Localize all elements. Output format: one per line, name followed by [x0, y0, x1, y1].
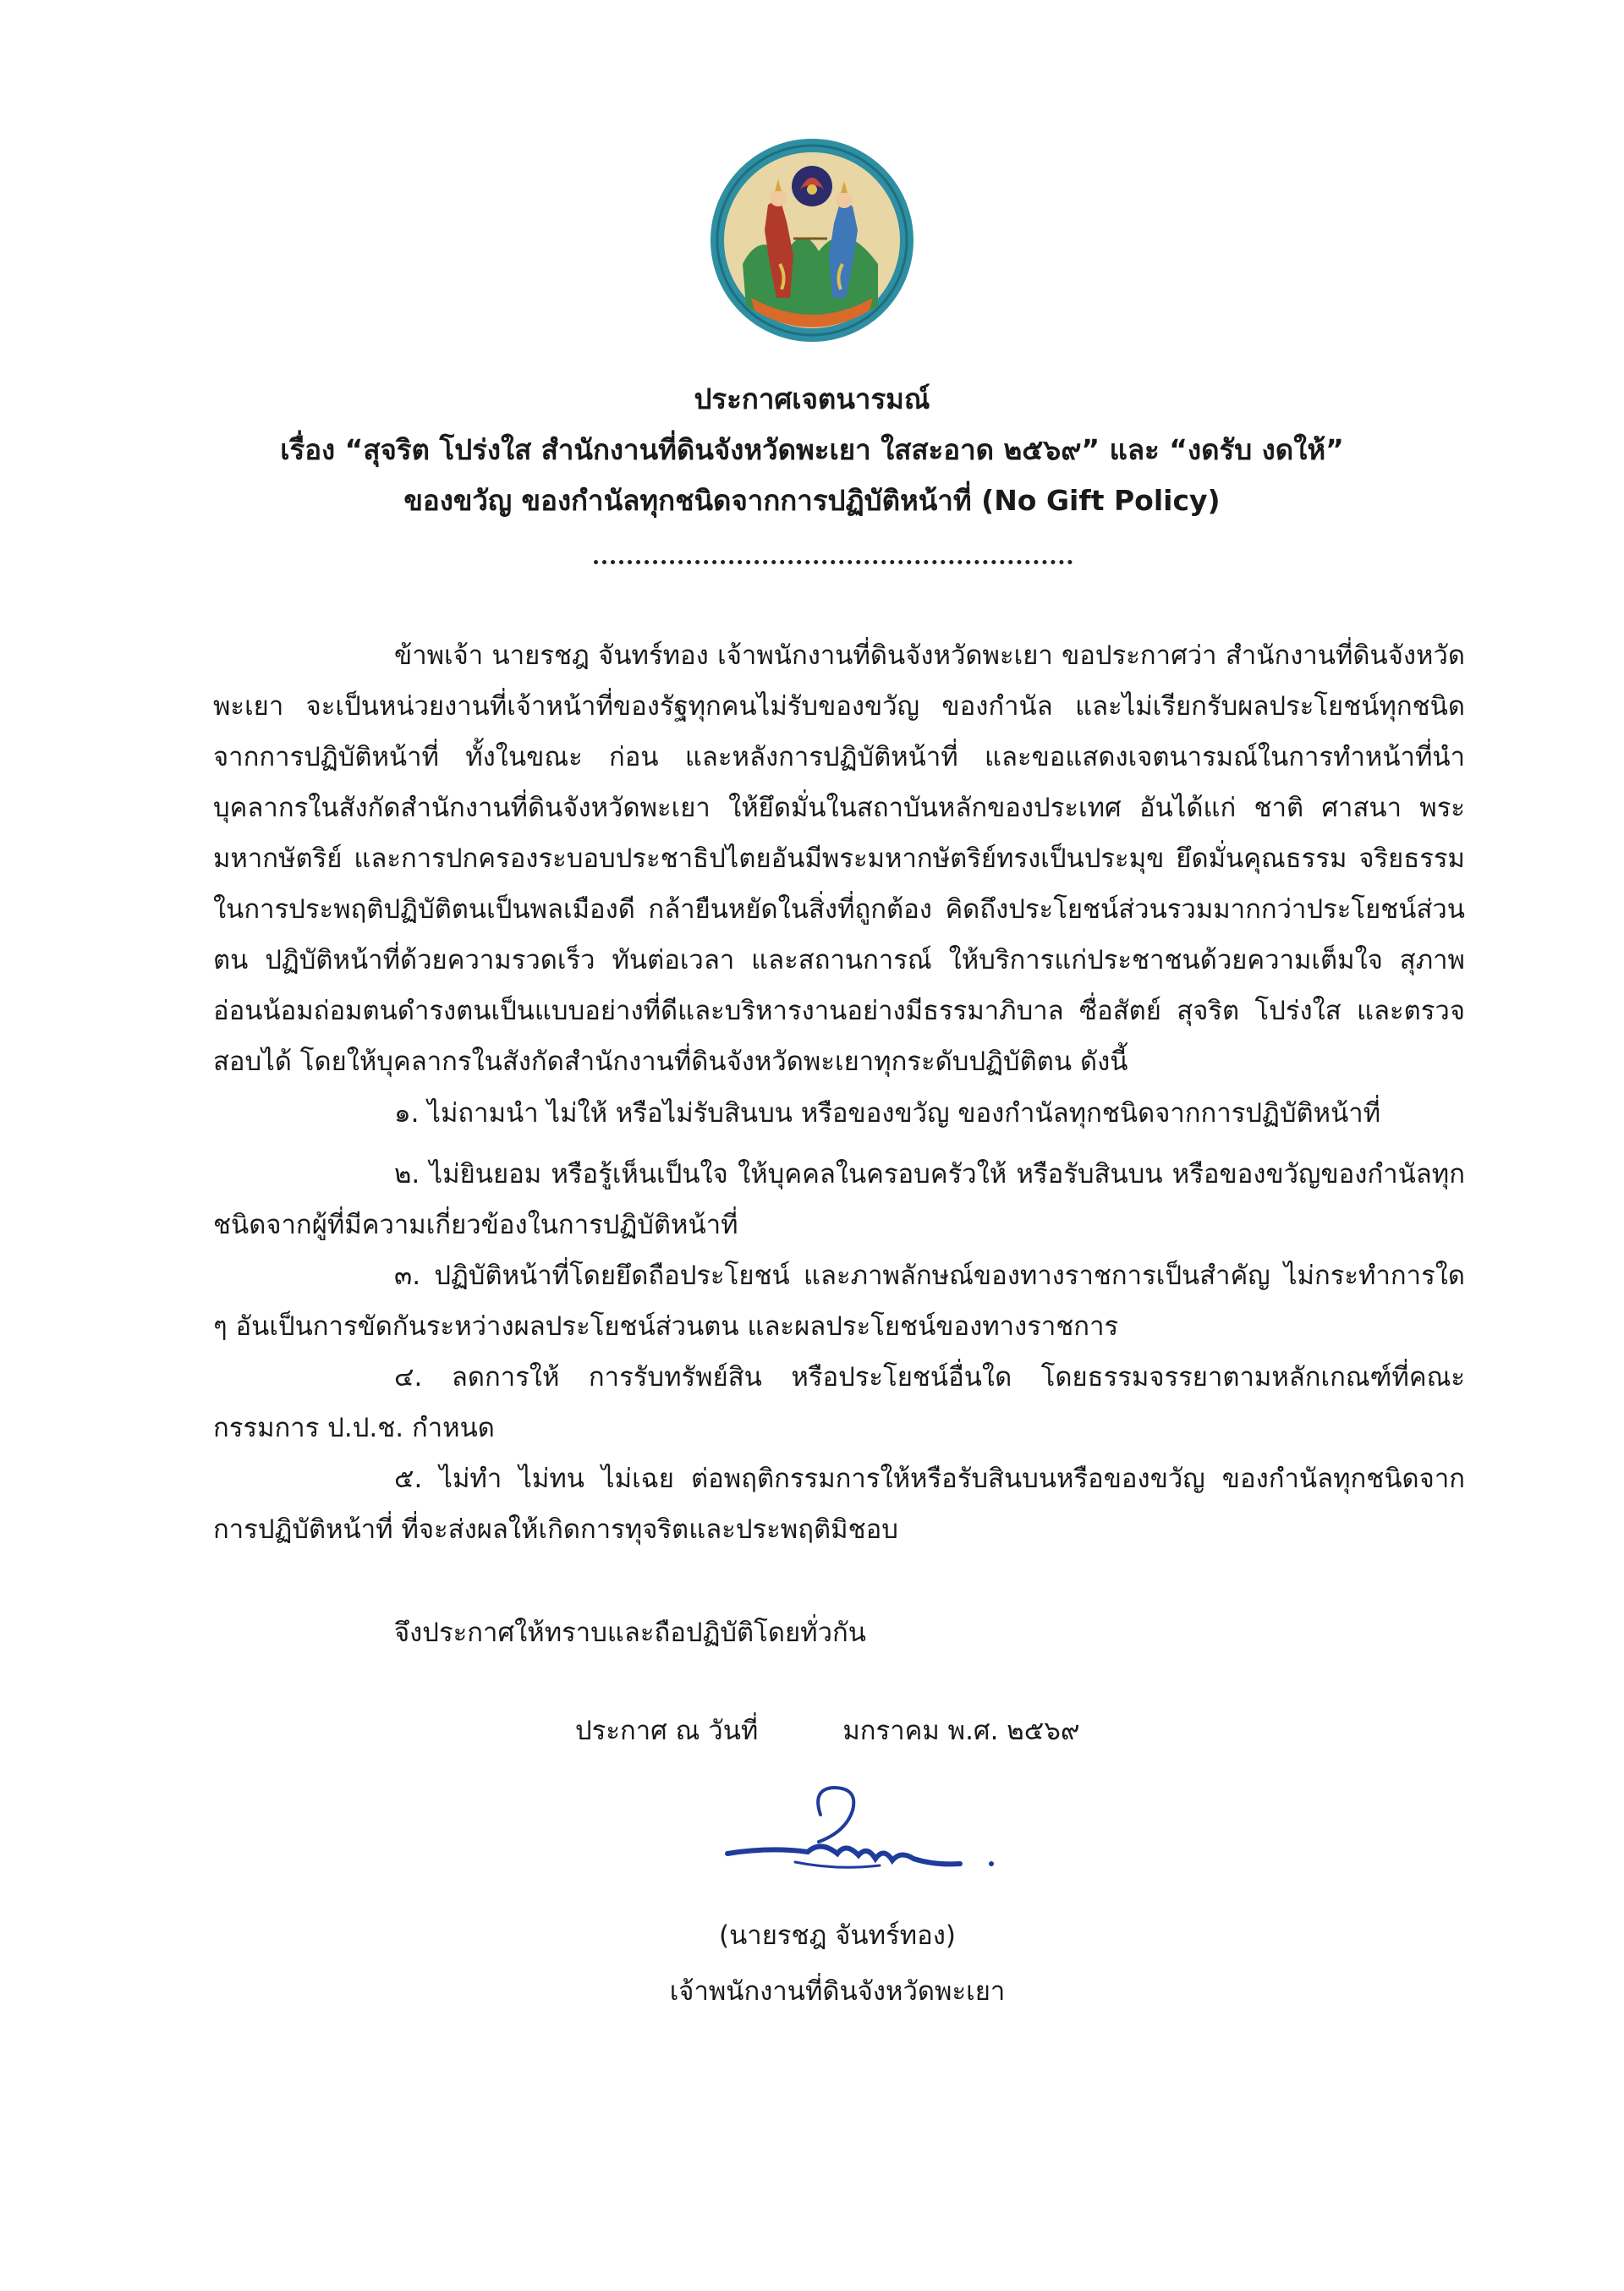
signer-title: เจ้าพนักงานที่ดินจังหวัดพะเยา — [669, 1976, 1006, 2007]
dotted-divider — [594, 560, 1073, 564]
list-item-3: ๓. ปฏิบัติหน้าที่โดยยึดถือประโยชน์ และภาพลักษณ์ของทางราชการเป็นสำคัญ ไม่กระทำการใด ๆ อันเป็นการขัดกันระหว่างผลประโยชน์ส่วนตน และผลประโยชน์ของทางราชการ — [213, 1261, 1465, 1342]
heading-subject: เรื่อง “สุจริต โปร่งใส สำนักงานที่ดินจังหวัดพะเยา ใสสะอาด ๒๕๖๙” และ “งดรับ งดให้” — [280, 433, 1344, 466]
document-heading — [203, 374, 1421, 526]
provincial-seal-icon — [709, 137, 915, 343]
closing-statement: จึงประกาศให้ทราบและถือปฏิบัติโดยทั่วกัน — [394, 1618, 866, 1648]
signer-name: (นายรชฎ จันทร์ทอง) — [719, 1920, 956, 1951]
list-item-1: ๑. ไม่ถามนำ ไม่ให้ หรือไม่รับสินบน หรือของขวัญ ของกำนัลทุกชนิดจากการปฏิบัติหน้าที่ — [394, 1098, 1381, 1129]
date-line — [575, 1709, 1080, 1751]
heading-policy: ของขวัญ ของกำนัลทุกชนิดจากการปฏิบัติหน้าที่ (No Gift Policy) — [403, 484, 1221, 517]
handwritten-signature — [719, 1781, 1015, 1891]
list-item-5: ๕. ไม่ทำ ไม่ทน ไม่เฉย ต่อพฤติกรรมการให้หรือรับสินบนหรือของขวัญ ของกำนัลทุกชนิดจากการปฏิบัติหน้าที่ ที่จะส่งผลให้เกิดการทุจริตและประพฤติมิชอบ — [213, 1464, 1465, 1545]
list-item-4: ๔. ลดการให้ การรับทรัพย์สิน หรือประโยชน์อื่นใด โดยธรรมจรรยาตามหลักเกณฑ์ที่คณะกรรมการ ป.ป.ช. กำหนด — [213, 1362, 1465, 1443]
date-month-year: มกราคม พ.ศ. ๒๕๖๙ — [842, 1716, 1080, 1746]
heading-title: ประกาศเจตนารมณ์ — [694, 382, 930, 415]
intro-paragraph: ข้าพเจ้า นายรชฎ จันทร์ทอง เจ้าพนักงานที่ดินจังหวัดพะเยา ขอประกาศว่า สำนักงานที่ดินจังหวัดพะเยา จะเป็นหน่วยงานที่เจ้าหน้าที่ของรัฐทุกคนไม่รับของขวัญ ของกำนัล และไม่เรียกรับผลประโยชน์ทุกชนิดจากการปฏิบัติหน้าที่ ทั้งในขณะ ก่อน และหลังการปฏิบัติหน้าที่ และขอแสดงเจตนารมณ์ในการทำหน้าที่นำบุคลากรในสังกัดสำนักงานที่ดินจังหวัดพะเยา ให้ยึดมั่นในสถาบันหลักของประเทศ อันได้แก่ ชาติ ศาสนา พระมหากษัตริย์ และการปกครองระบอบประชาธิปไตยอันมีพระมหากษัตริย์ทรงเป็นประมุข ยึดมั่นคุณธรรม จริยธรรมในการประพฤติปฏิบัติตนเป็นพลเมืองดี กล้ายืนหยัดในสิ่งที่ถูกต้อง คิดถึงประโยชน์ส่วนรวมมากกว่าประโยชน์ส่วนตน ปฏิบัติหน้าที่ด้วยความรวดเร็ว ทันต่อเวลา และสถานการณ์ ให้บริการแก่ประชาชนด้วยความเต็มใจ สุภาพ อ่อนน้อมถ่อมตนดำรงตนเป็นแบบอย่างที่ดีและบริหารงานอย่างมีธรรมาภิบาล ซื่อสัตย์ สุจริต โปร่งใส และตรวจสอบได้ โดยให้บุคลากรในสังกัดสำนักงานที่ดินจังหวัดพะเยาทุกระดับปฏิบัติตน ดังนี้ — [213, 640, 1465, 1077]
list-item-2: ๒. ไม่ยินยอม หรือรู้เห็นเป็นใจ ให้บุคคลในครอบครัวให้ หรือรับสินบน หรือของขวัญของกำนัลทุกชนิดจากผู้ที่มีความเกี่ยวข้องในการปฏิบัติหน้าที่ — [213, 1159, 1465, 1240]
date-prefix: ประกาศ ณ วันที่ — [575, 1716, 759, 1746]
